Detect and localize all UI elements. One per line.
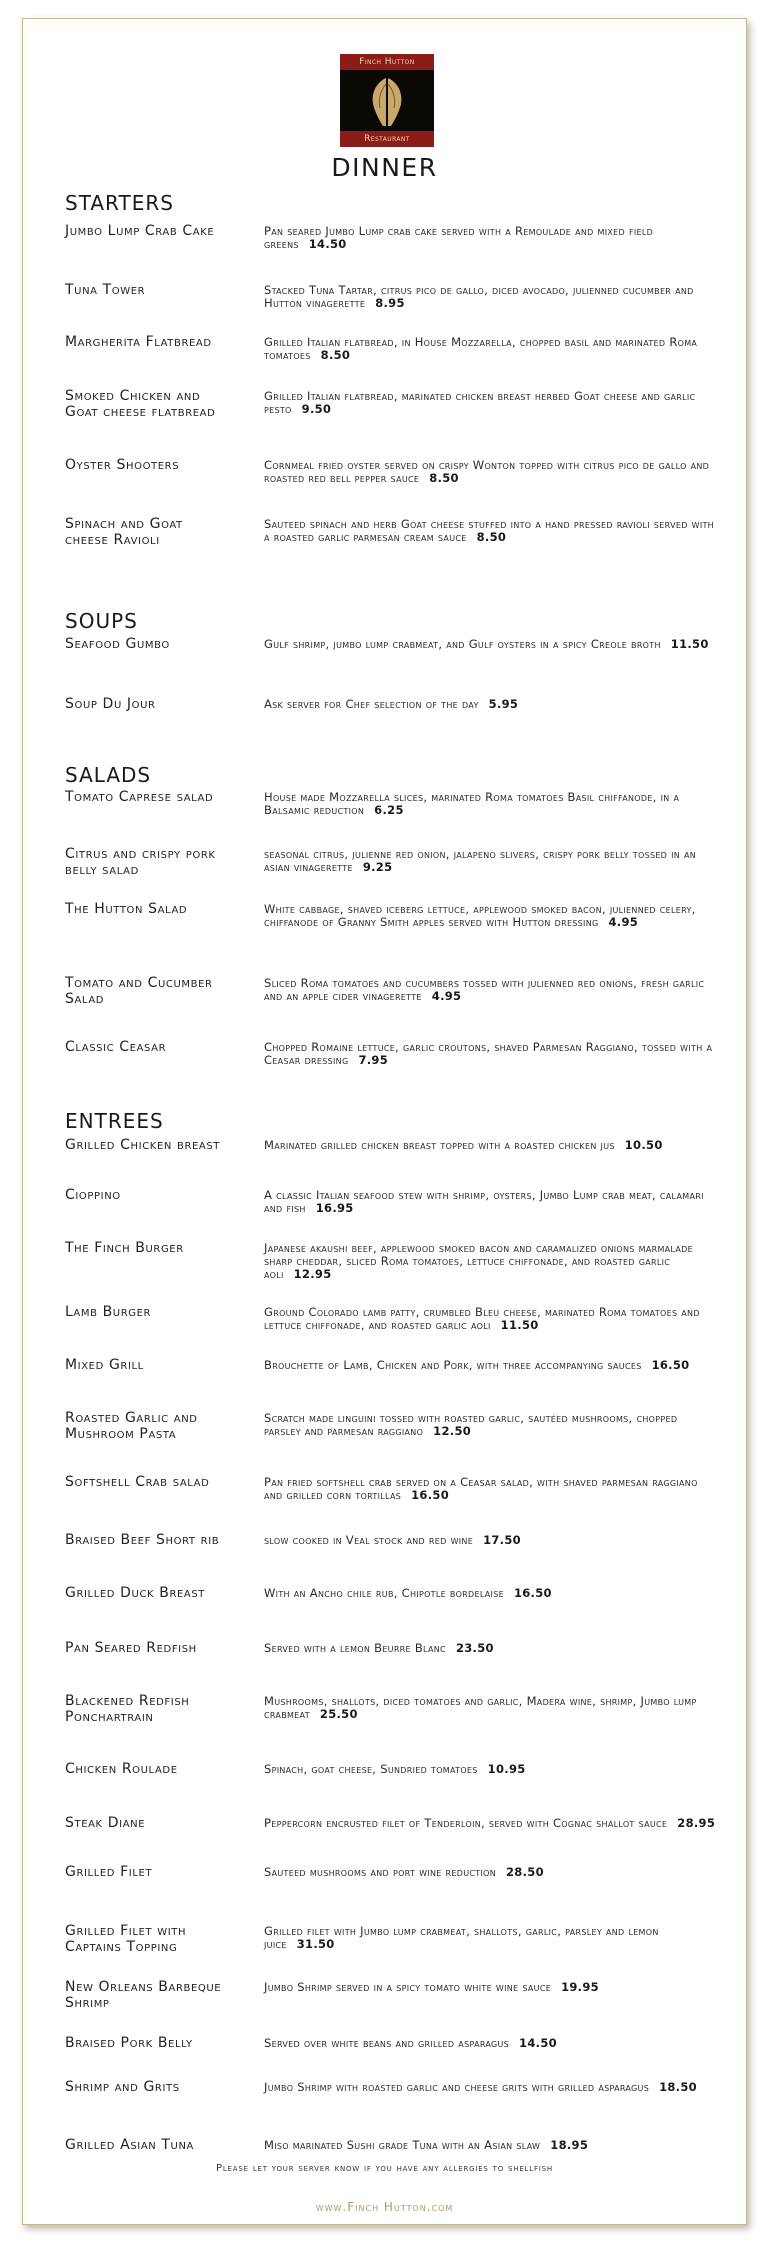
menu-item-name: Classic Ceasar <box>65 1039 167 1055</box>
menu-item-description-text: Marinated grilled chicken breast topped with a roasted chicken jus <box>264 1138 615 1152</box>
menu-item-description-text: With an Ancho chile rub, Chipotle bordelaise <box>264 1586 504 1600</box>
menu-item-price: 10.50 <box>624 1138 663 1152</box>
menu-item-description-text: Brouchette of Lamb, Chicken and Pork, with three accompanying sauces <box>264 1358 642 1372</box>
menu-item-name: Soup Du Jour <box>65 696 156 712</box>
menu-item-name: Seafood Gumbo <box>65 636 170 652</box>
menu-item-description <box>264 1642 716 1655</box>
menu-item-description <box>264 1242 716 1281</box>
menu-item-description-text: Miso marinated Sushi grade Tuna with an Asian slaw <box>264 2138 541 2152</box>
menu-item-description-text: A classic Italian seafood stew with shrimp, oysters, Jumbo Lump crab meat, calamari and fish <box>264 1188 704 1215</box>
menu-item-price: 4.95 <box>608 915 639 929</box>
menu-item-name: Spinach and Goat cheese Ravioli <box>65 516 183 548</box>
menu-item-description <box>264 698 716 711</box>
menu-item-description <box>264 1189 716 1215</box>
menu-item-description-text: Cornmeal fried oyster served on crispy Wonton topped with citrus pico de gallo and roasted red bell pepper sauce <box>264 458 710 485</box>
menu-item-description <box>264 336 716 362</box>
menu-item-price: 25.50 <box>319 1707 358 1721</box>
menu-item-price: 11.50 <box>670 637 709 651</box>
menu-item-price: 31.50 <box>296 1937 335 1951</box>
menu-item-name: New Orleans Barbeque Shrimp <box>65 1979 222 2011</box>
menu-page <box>22 18 747 2225</box>
menu-item-description-text: Scratch made linguini tossed with roasted garlic, sautéed mushrooms, chopped parsley and parmesan raggiano <box>264 1411 678 1438</box>
menu-item-name: Cioppino <box>65 1187 121 1203</box>
menu-item-description-text: House made Mozzarella slices, marinated Roma tomatoes Basil chiffanode, in a Balsamic reduction <box>264 790 680 817</box>
menu-item-name: Roasted Garlic and Mushroom Pasta <box>65 1410 198 1442</box>
menu-item-description-text: Ask server for Chef selection of the day <box>264 697 479 711</box>
menu-item-description-text: Grilled Italian flatbread, in House Mozzarella, chopped basil and marinated Roma tomatoes <box>264 335 698 362</box>
menu-item-description-text: Grilled Italian flatbread, marinated chicken breast herbed Goat cheese and garlic pesto <box>264 389 696 416</box>
menu-item-description-text: Sauteed mushrooms and port wine reduction <box>264 1865 496 1879</box>
menu-item-price: 5.95 <box>488 697 519 711</box>
menu-item-name: Grilled Filet with Captains Topping <box>65 1923 187 1955</box>
menu-item-description <box>264 1139 716 1152</box>
menu-item-description <box>264 284 716 310</box>
menu-item-price: 28.95 <box>677 1816 716 1830</box>
menu-item-price: 28.50 <box>506 1865 544 1879</box>
menu-item-price: 8.50 <box>429 471 459 485</box>
menu-item-description <box>264 791 716 817</box>
menu-item-price: 23.50 <box>455 1641 494 1655</box>
section-heading: SOUPS <box>65 609 138 633</box>
menu-item-name: Grilled Duck Breast <box>65 1585 206 1601</box>
menu-item-description-text: Pan seared Jumbo Lump crab cake served with a Remoulade and mixed field greens <box>264 224 654 251</box>
menu-item-description <box>264 518 716 544</box>
menu-item-description <box>264 1476 716 1502</box>
website-link[interactable]: www.Finch Hutton.com <box>315 2200 454 2214</box>
menu-item-description <box>264 1925 716 1951</box>
section-heading: ENTREES <box>65 1109 164 1133</box>
menu-item-description <box>264 1412 716 1438</box>
menu-item-description <box>264 1866 716 1879</box>
menu-item-name: Lamb Burger <box>65 1304 152 1320</box>
menu-item-description <box>264 2037 716 2050</box>
menu-item-price: 14.50 <box>308 237 347 251</box>
menu-item-price: 18.95 <box>550 2138 589 2152</box>
menu-item-description <box>264 1587 716 1600</box>
menu-item-description <box>264 225 716 251</box>
menu-item-description-text: Served with a lemon Beurre Blanc <box>264 1641 446 1655</box>
menu-item-description <box>264 1534 716 1547</box>
menu-item-name: Citrus and crispy pork belly salad <box>65 846 216 878</box>
menu-item-name: Shrimp and Grits <box>65 2079 180 2095</box>
menu-item-price: 19.95 <box>561 1980 599 1994</box>
menu-item-description <box>264 1359 716 1372</box>
menu-item-name: Softshell Crab salad <box>65 1474 210 1490</box>
wings-emblem-icon <box>367 74 407 128</box>
menu-item-description-text: slow cooked in Veal stock and red wine <box>264 1533 474 1547</box>
menu-item-name: Grilled Filet <box>65 1864 153 1880</box>
menu-item-description-text: seasonal citrus, julienne red onion, jalapeno slivers, crispy pork belly tossed in an asian vinagerette <box>264 847 697 874</box>
menu-item-description <box>264 1041 716 1067</box>
menu-item-description-text: Gulf shrimp, jumbo lump crabmeat, and Gulf oysters in a spicy Creole broth <box>264 637 661 651</box>
menu-item-description-text: Grilled filet with Jumbo lump crabmeat, shallots, garlic, parsley and lemon juice <box>264 1924 659 1951</box>
menu-item-description <box>264 1695 716 1721</box>
menu-item-price: 10.95 <box>487 1762 526 1776</box>
menu-item-price: 18.50 <box>659 2080 697 2094</box>
menu-item-name: Tomato Caprese salad <box>65 789 214 805</box>
menu-item-price: 14.50 <box>519 2036 557 2050</box>
menu-item-name: Smoked Chicken and Goat cheese flatbread <box>65 388 216 420</box>
menu-item-price: 8.95 <box>375 296 405 310</box>
menu-item-description <box>264 977 716 1003</box>
menu-item-description <box>264 903 716 929</box>
menu-item-description-text: Ground Colorado lamb patty, crumbled Bleu cheese, marinated Roma tomatoes and lettuce chiffonade, and roasted garlic aoli <box>264 1305 700 1332</box>
menu-item-name: Margherita Flatbread <box>65 334 212 350</box>
menu-item-price: 9.25 <box>362 860 393 874</box>
menu-item-price: 12.50 <box>433 1424 472 1438</box>
logo-bottom-text: Restaurant <box>340 131 434 147</box>
section-heading: STARTERS <box>65 191 174 215</box>
menu-item-description-text: Jumbo Shrimp served in a spicy tomato white wine sauce <box>264 1980 552 1994</box>
section-heading: SALADS <box>65 763 152 787</box>
menu-item-description <box>264 1763 716 1776</box>
menu-item-description <box>264 2139 716 2152</box>
menu-item-price: 9.50 <box>301 402 332 416</box>
menu-item-name: Tuna Tower <box>65 282 146 298</box>
menu-item-name: Grilled Chicken breast <box>65 1137 221 1153</box>
menu-item-name: The Hutton Salad <box>65 901 188 917</box>
menu-item-price: 7.95 <box>358 1053 389 1067</box>
menu-title: DINNER <box>331 153 438 182</box>
menu-item-name: Mixed Grill <box>65 1357 144 1373</box>
menu-item-price: 16.50 <box>513 1586 552 1600</box>
menu-item-name: Blackened Redfish Ponchartrain <box>65 1693 190 1725</box>
menu-item-description-text: Sliced Roma tomatoes and cucumbers tossed with julienned red onions, fresh garlic and an apple cider vinagerette <box>264 976 705 1003</box>
menu-item-description <box>264 1817 716 1830</box>
menu-item-name: Braised Beef Short rib <box>65 1532 220 1548</box>
menu-item-description <box>264 2081 716 2094</box>
menu-item-price: 6.25 <box>374 803 404 817</box>
menu-item-price: 8.50 <box>320 348 351 362</box>
menu-item-description-text: Jumbo Shrimp with roasted garlic and cheese grits with grilled asparagus <box>264 2080 650 2094</box>
menu-item-name: Steak Diane <box>65 1815 146 1831</box>
menu-item-description <box>264 390 716 416</box>
menu-item-price: 4.95 <box>431 989 462 1003</box>
logo-top-text: Finch Hutton <box>340 54 434 70</box>
menu-item-name: Jumbo Lump Crab Cake <box>65 223 215 239</box>
menu-item-description-text: White cabbage, shaved iceberg lettuce, applewood smoked bacon, julienned celery, chiffanode of Granny Smith apples served with Hutton dressing <box>264 902 696 929</box>
menu-item-description-text: Peppercorn encrusted filet of Tenderloin, served with Cognac shallot sauce <box>264 1816 668 1830</box>
menu-item-name: Pan Seared Redfish <box>65 1640 197 1656</box>
menu-item-description-text: Spinach, goat cheese, Sundried tomatoes <box>264 1762 478 1776</box>
menu-item-price: 8.50 <box>476 530 507 544</box>
menu-item-price: 16.50 <box>651 1358 690 1372</box>
menu-item-description-text: Chopped Romaine lettuce, garlic croutons, shaved Parmesan Raggiano, tossed with a Ceasar dressing <box>264 1040 713 1067</box>
menu-item-description-text: Stacked Tuna Tartar, citrus pico de gallo, diced avocado, julienned cucumber and Hutton vinagerette <box>264 283 694 310</box>
menu-item-name: Tomato and Cucumber Salad <box>65 975 213 1007</box>
menu-item-price: 16.95 <box>315 1201 354 1215</box>
menu-item-price: 17.50 <box>483 1533 521 1547</box>
menu-item-description-text: Japanese akaushi beef, applewood smoked bacon and caramalized onions marmalade sharp cheddar, sliced Roma tomatoes, lettuce chiffonade, and roasted garlic aoli <box>264 1241 693 1281</box>
menu-item-description-text: Pan fried softshell crab served on a Ceasar salad, with shaved parmesan raggiano and grilled corn tortillas <box>264 1475 698 1502</box>
menu-item-description-text: Served over white beans and grilled asparagus <box>264 2036 510 2050</box>
menu-item-name: Oyster Shooters <box>65 457 180 473</box>
menu-item-name: Chicken Roulade <box>65 1761 178 1777</box>
menu-item-price: 12.95 <box>293 1267 332 1281</box>
menu-item-description-text: Mushrooms, shallots, diced tomatoes and garlic, Madera wine, shrimp, Jumbo lump crabmeat <box>264 1694 697 1721</box>
allergy-note: Please let your server know if you have any allergies to shellfish <box>216 2163 553 2174</box>
menu-item-description <box>264 1981 716 1994</box>
menu-item-price: 11.50 <box>500 1318 539 1332</box>
restaurant-logo <box>340 54 434 147</box>
menu-item-price: 16.50 <box>411 1488 450 1502</box>
menu-item-description <box>264 459 716 485</box>
menu-item-name: The Finch Burger <box>65 1240 184 1256</box>
menu-item-name: Grilled Asian Tuna <box>65 2137 194 2153</box>
menu-item-name: Braised Pork Belly <box>65 2035 193 2051</box>
menu-item-description <box>264 848 716 874</box>
menu-item-description-text: Sauteed spinach and herb Goat cheese stuffed into a hand pressed ravioli served with a roasted garlic parmesan cream sauce <box>264 517 715 544</box>
menu-item-description <box>264 638 716 651</box>
menu-item-description <box>264 1306 716 1332</box>
